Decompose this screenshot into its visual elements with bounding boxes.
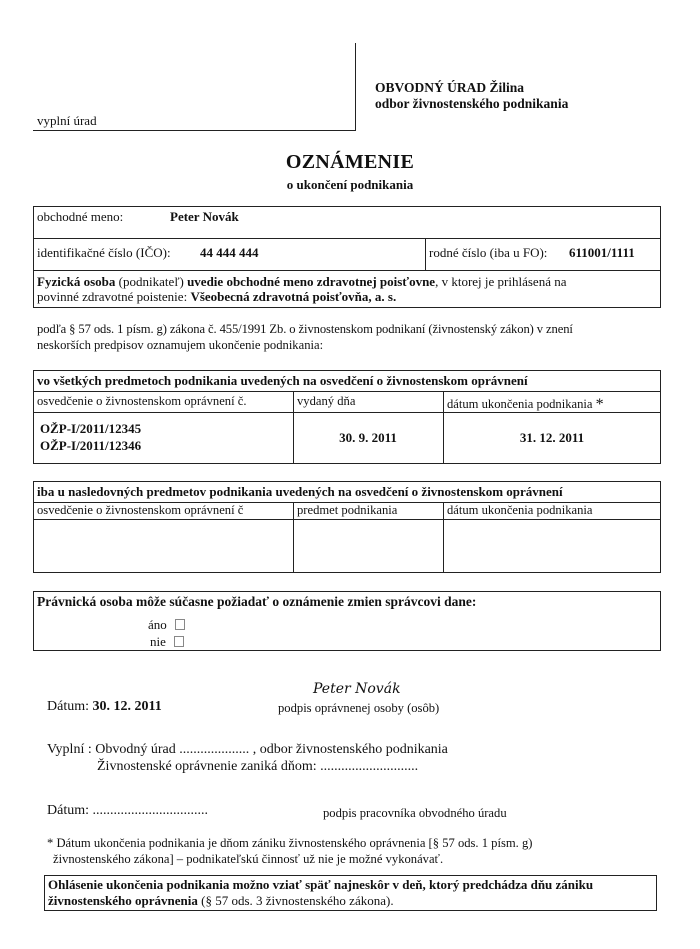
option-yes-label: áno [148,617,167,632]
section-some-col-2 [443,502,444,573]
notice-line-1: Ohlásenie ukončenia podnikania možno vziať späť najneskôr v deň, ktorý predchádza dňu zániku [48,877,594,892]
insurance-line-1 [37,274,567,290]
identity-row-divider-2 [33,270,661,271]
legal-text-line-2: neskorších predpisov oznamujem ukončenie podnikania: [37,338,324,352]
insurance-label-rest: , v ktorej je prihlásená na [435,274,567,289]
signature-date-line [47,699,162,715]
notice-line-2-rest: (§ 57 ods. 3 živnostenského zákona). [201,893,394,908]
office-fill-label: vyplní úrad [37,113,97,128]
section-all-col2-header: vydaný dňa [297,394,356,408]
section-all-col3-header [447,396,604,414]
signature-date-label: Dátum: [47,699,89,714]
section-all-col-2 [443,391,444,464]
office-name: OBVODNÝ ÚRAD Žilina [375,80,524,95]
signature-date: 30. 12. 2011 [92,699,162,714]
birth-number-value: 611001/1111 [569,245,635,260]
section-all-col3-label: dátum ukončenia podnikania [447,397,593,411]
section-all-col1-header: osvedčenie o živnostenskom oprávnení č. [37,394,247,408]
identity-row-divider-1 [33,238,661,239]
yes-checkbox[interactable] [175,619,185,630]
page-title: OZNÁMENIE [285,151,415,173]
header-divider-horizontal [33,130,356,131]
certificate-number-2: OŽP-I/2011/12346 [40,438,142,453]
no-checkbox[interactable] [174,636,184,647]
issued-date: 30. 9. 2011 [339,430,397,445]
footnote-mark: * [595,396,604,413]
insurance-company: Všeobecná zdravotná poisťovňa, a. s. [190,289,397,304]
legal-entity-heading: Právnická osoba môže súčasne požiadať o oznámenie zmien správcovi dane: [37,594,477,609]
section-some-col-1 [293,502,294,573]
header-divider-vertical [355,43,356,131]
option-no-label: nie [150,634,166,649]
legal-text-line-1: podľa § 57 ods. 1 písm. g) zákona č. 455/1991 Zb. o živnostenskom podnikaní (živnostenský zákon) v znení [37,322,573,336]
notice-line-2-bold: živnostenského oprávnenia [48,893,198,908]
ico-value: 44 444 444 [200,245,259,260]
section-some-divider-2 [33,519,661,520]
option-yes[interactable] [148,617,185,633]
office-fill-line-1: Vyplní : Obvodný úrad .................... , odbor živnostenského podnikania [47,742,448,757]
office-signature-caption: podpis pracovníka obvodného úradu [323,806,507,820]
office-fill-line-2: Živnostenské oprávnenie zaniká dňom: ............................ [97,759,419,774]
business-name-value: Peter Novák [170,209,239,224]
insurance-label-mid: (podnikateľ) [118,274,184,289]
section-some-heading: iba u nasledovných predmetov podnikania uvedených na osvedčení o živnostenskom oprávnení [37,484,563,499]
insurance-label-bold-2: uvedie obchodné meno zdravotnej poisťovne [187,274,436,289]
option-no[interactable] [150,634,184,650]
identity-col-divider [425,238,426,270]
ico-label: identifikačné číslo (IČO): [37,245,171,260]
office-department: odbor živnostenského podnikania [375,96,569,111]
business-name-label: obchodné meno: [37,209,124,224]
notice-line-2 [48,893,394,909]
section-all-divider-1 [33,391,661,392]
end-date: 31. 12. 2011 [519,430,585,445]
office-date-line: Dátum: ................................. [47,803,208,818]
section-some-col2-header: predmet podnikania [297,503,398,517]
insurance-line-2 [37,289,396,305]
section-some-col3-header: dátum ukončenia podnikania [447,503,593,517]
section-some-col1-header: osvedčenie o živnostenskom oprávnení č [37,503,244,517]
page-subtitle: o ukončení podnikania [286,177,414,192]
signature-caption: podpis oprávnenej osoby (osôb) [278,701,440,715]
footnote-line-2: živnostenského zákona] – podnikateľskú činnosť už nie je možné vykonávať. [53,852,444,866]
certificate-number-1: OŽP-I/2011/12345 [40,421,142,436]
insurance-label-bold: Fyzická osoba [37,274,116,289]
section-all-col-1 [293,391,294,464]
insurance-line-2-label: povinné zdravotné poistenie: [37,289,188,304]
handwritten-signature: Peter Novák [313,681,401,697]
section-all-heading: vo všetkých predmetoch podnikania uvedených na osvedčení o živnostenskom oprávnení [37,373,528,388]
footnote-line-1: * Dátum ukončenia podnikania je dňom zániku živnostenského oprávnenia [§ 57 ods. 1 písm. g) [47,836,533,850]
birth-number-label: rodné číslo (iba u FO): [429,245,548,260]
